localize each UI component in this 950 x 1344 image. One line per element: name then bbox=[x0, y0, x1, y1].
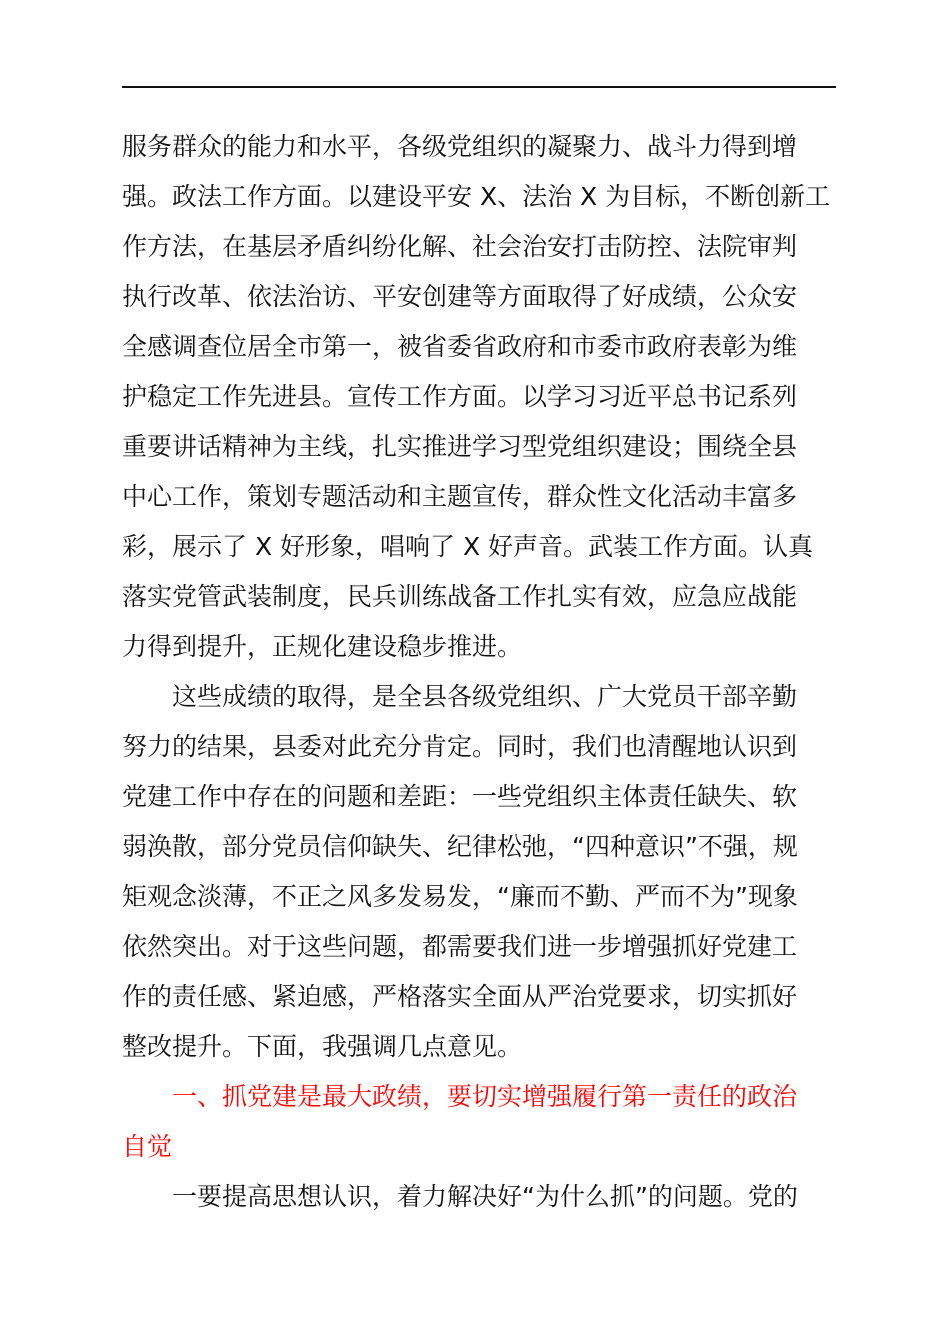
heading-line: 自觉 bbox=[122, 1132, 173, 1161]
paragraph-work-achievements bbox=[122, 122, 838, 672]
heading-line: 一、抓党建是最大政绩，要切实增强履行第一责任的政治 bbox=[172, 1082, 798, 1111]
text-line: 党建工作中存在的问题和差距：一些党组织主体责任缺失、软 bbox=[122, 782, 798, 811]
text-line: 全感调查位居全市第一，被省委省政府和市委市政府表彰为维 bbox=[122, 332, 798, 361]
text-line: 弱涣散，部分党员信仰缺失、纪律松弛，“四种意识”不强，规 bbox=[122, 832, 798, 861]
text-line: 护稳定工作先进县。宣传工作方面。以学习习近平总书记系列 bbox=[122, 382, 798, 411]
text-line: 作方法，在基层矛盾纠纷化解、社会治安打击防控、法院审判 bbox=[122, 232, 798, 261]
text-line: 力得到提升，正规化建设稳步推进。 bbox=[122, 632, 523, 661]
text-line: 努力的结果，县委对此充分肯定。同时，我们也清醒地认识到 bbox=[122, 732, 798, 761]
document-body bbox=[122, 122, 838, 1222]
paragraph-first-point bbox=[122, 1172, 838, 1222]
text-line: 重要讲话精神为主线，扎实推进学习型党组织建设；围绕全县 bbox=[122, 432, 798, 461]
text-line: 作的责任感、紧迫感，严格落实全面从严治党要求，切实抓好 bbox=[122, 982, 798, 1011]
text-line: 一要提高思想认识，着力解决好“为什么抓”的问题。党的 bbox=[172, 1182, 798, 1211]
section-heading-1 bbox=[122, 1072, 838, 1172]
text-line: 中心工作，策划专题活动和主题宣传，群众性文化活动丰富多 bbox=[122, 482, 798, 511]
text-line: 依然突出。对于这些问题，都需要我们进一步增强抓好党建工 bbox=[122, 932, 798, 961]
text-line: 服务群众的能力和水平，各级党组织的凝聚力、战斗力得到增 bbox=[122, 132, 798, 161]
text-line: 矩观念淡薄，不正之风多发易发，“廉而不勤、严而不为”现象 bbox=[122, 882, 798, 911]
text-line: 执行改革、依法治访、平安创建等方面取得了好成绩，公众安 bbox=[122, 282, 798, 311]
text-line: 强。政法工作方面。以建设平安 X、法治 X 为目标，不断创新工 bbox=[122, 182, 831, 211]
header-rule bbox=[122, 86, 836, 88]
paragraph-problems bbox=[122, 672, 838, 1072]
text-line: 这些成绩的取得，是全县各级党组织、广大党员干部辛勤 bbox=[172, 682, 798, 711]
text-line: 彩，展示了 X 好形象，唱响了 X 好声音。武装工作方面。认真 bbox=[122, 532, 814, 561]
text-line: 整改提升。下面，我强调几点意见。 bbox=[122, 1032, 523, 1061]
text-line: 落实党管武装制度，民兵训练战备工作扎实有效，应急应战能 bbox=[122, 582, 798, 611]
